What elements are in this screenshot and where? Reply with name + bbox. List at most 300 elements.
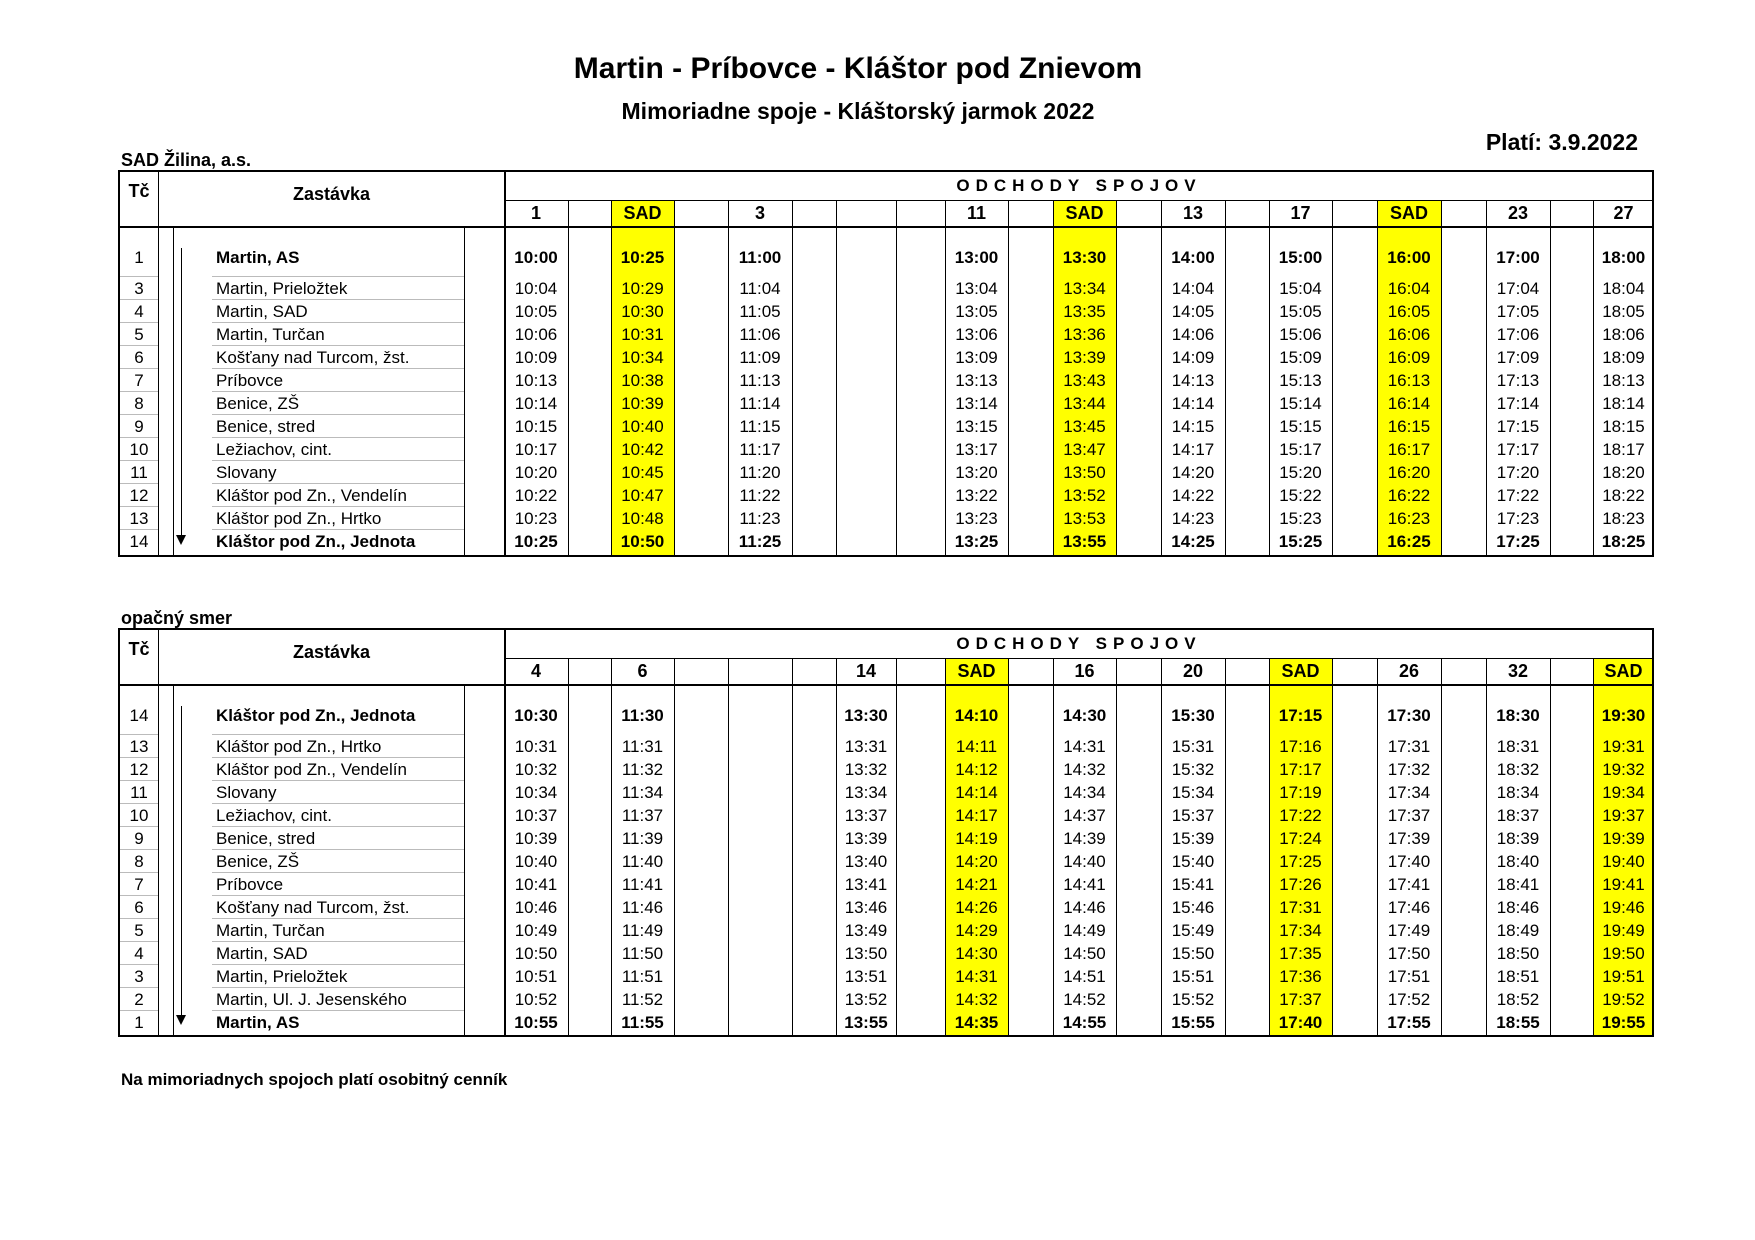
departure-time: 16:04 [1387,278,1431,298]
departure-time: 15:13 [1279,370,1322,390]
departure-time: 11:17 [739,439,781,459]
departure-time: 13:17 [955,439,998,459]
reverse-direction-label: opačný smer [121,608,233,628]
departure-time: 13:44 [1063,393,1106,413]
departure-time: 14:15 [1171,416,1215,436]
grid-line [1116,658,1117,1035]
departure-time: 19:50 [1602,943,1645,963]
departure-time: 13:09 [955,347,998,367]
grid-line [674,658,675,1035]
departure-time: 15:32 [1171,759,1215,779]
departure-time: 13:52 [1063,485,1106,505]
column-header: SAD [957,661,996,681]
departure-time: 14:40 [1063,851,1106,871]
departure-time: 14:34 [1063,782,1106,802]
departure-time: 14:14 [1171,393,1215,413]
departure-time: 19:37 [1602,805,1645,825]
row-tc: 1 [134,247,144,267]
departure-time: 19:41 [1602,874,1645,894]
grid-line [836,200,837,555]
departure-time: 10:25 [514,531,558,551]
row-stop-name: Martin, Turčan [216,324,325,344]
departure-time: 13:39 [1063,347,1106,367]
departure-time: 15:23 [1279,508,1322,528]
grid-line [173,684,174,1037]
departure-time: 15:04 [1279,278,1322,298]
departure-time: 13:34 [844,782,888,802]
row-tc: 9 [134,416,144,436]
departure-time: 15:25 [1278,531,1323,551]
departure-time: 16:25 [1387,531,1431,551]
departure-time: 14:11 [955,736,998,756]
column-header: 4 [530,661,541,681]
departure-time: 14:17 [955,805,998,825]
column-header: 14 [855,661,877,681]
departure-time: 13:47 [1063,439,1106,459]
departure-time: 10:46 [514,897,558,917]
header-tc: Tč [128,180,150,201]
grid-line [1441,200,1442,555]
row-stop-name: Martin, SAD [216,943,308,963]
departure-time: 10:25 [620,247,665,267]
grid-line [1332,658,1333,1035]
row-stop-name: Ležiachov, cint. [216,439,332,459]
departure-time: 10:31 [621,324,664,344]
departure-time: 17:31 [1387,736,1431,756]
departure-time: 15:06 [1279,324,1322,344]
company-name: SAD Žilina, a.s. [121,150,252,170]
row-stop-name: Príbovce [216,874,284,894]
departure-time: 17:40 [1278,1012,1323,1032]
departure-time: 15:09 [1279,347,1322,367]
departure-time: 15:39 [1171,828,1215,848]
departure-time: 10:17 [514,439,558,459]
departure-time: 17:22 [1279,805,1322,825]
column-header: 3 [754,203,765,223]
departure-time: 18:55 [1496,1012,1540,1032]
departure-time: 11:40 [621,851,664,871]
row-tc: 5 [134,324,144,344]
column-header [1332,659,1377,684]
column-header [792,659,836,684]
column-header [1116,201,1161,226]
row-tc: 12 [129,485,149,505]
column-header: 6 [637,661,648,681]
departure-time: 18:50 [1496,943,1540,963]
row-tc: 11 [130,462,148,482]
departure-time: 10:39 [621,393,664,413]
header-stop: Zastávka [292,183,371,204]
row-tc: 2 [134,989,144,1009]
departure-time: 14:00 [1171,247,1215,267]
departure-time: 11:49 [621,920,664,940]
row-tc: 11 [130,782,148,802]
grid-line [1225,658,1226,1035]
down-arrow-icon [176,1015,186,1025]
departure-time: 17:51 [1387,966,1431,986]
departure-time: 15:46 [1171,897,1215,917]
departure-time: 14:20 [1171,462,1215,482]
departure-time: 16:05 [1387,301,1431,321]
row-tc: 6 [134,897,144,917]
timetable-outbound [118,170,1654,557]
departure-time: 10:55 [514,1012,558,1032]
departure-time: 17:37 [1387,805,1431,825]
departure-time: 15:22 [1279,485,1322,505]
departure-time: 10:05 [514,301,558,321]
column-header: 23 [1507,203,1529,223]
departure-time: 17:14 [1496,393,1540,413]
departure-time: 18:34 [1496,782,1540,802]
column-header: SAD [623,203,662,223]
departure-time: 17:39 [1387,828,1431,848]
departure-time: 13:04 [955,278,998,298]
departure-time: 11:39 [621,828,664,848]
row-stop-name: Martin, Turčan [216,920,325,940]
departure-time: 10:34 [621,347,664,367]
row-tc: 4 [134,301,144,321]
departure-time: 13:15 [955,416,998,436]
column-header [792,201,836,226]
departure-time: 13:23 [955,508,998,528]
departure-time: 18:40 [1496,851,1540,871]
departure-time: 14:04 [1171,278,1215,298]
departure-time: 13:25 [954,531,999,551]
row-tc: 7 [134,370,144,390]
departure-time: 16:15 [1387,416,1431,436]
departure-time: 14:17 [1171,439,1215,459]
row-tc: 4 [134,943,144,963]
departure-time: 16:09 [1387,347,1431,367]
header-departures: ODCHODY SPOJOV [956,176,1202,195]
departure-time: 13:39 [844,828,888,848]
departure-time: 17:25 [1279,851,1322,871]
departure-time: 16:13 [1387,370,1431,390]
row-stop-name: Košťany nad Turcom, žst. [216,897,410,917]
departure-time: 13:53 [1063,508,1106,528]
departure-time: 19:34 [1602,782,1645,802]
departure-time: 15:37 [1171,805,1215,825]
departure-time: 10:04 [514,278,558,298]
departure-time: 10:09 [514,347,558,367]
row-stop-name: Kláštor pod Zn., Vendelín [216,485,407,505]
header-departures: ODCHODY SPOJOV [956,634,1202,653]
column-header [1332,201,1377,226]
departure-time: 17:34 [1279,920,1322,940]
column-header [568,201,611,226]
departure-time: 15:31 [1171,736,1215,756]
column-header: SAD [1604,661,1643,681]
departure-time: 10:38 [621,370,664,390]
departure-time: 17:13 [1496,370,1540,390]
departure-time: 17:05 [1496,301,1540,321]
departure-time: 14:22 [1171,485,1215,505]
departure-time: 15:15 [1279,416,1322,436]
departure-time: 19:46 [1602,897,1645,917]
departure-time: 14:41 [1063,874,1106,894]
departure-time: 13:30 [844,705,888,725]
departure-time: 18:14 [1602,393,1645,413]
departure-time: 10:47 [621,485,664,505]
departure-time: 11:09 [739,347,781,367]
departure-time: 10:48 [621,508,664,528]
departure-time: 10:37 [514,805,558,825]
column-header [896,201,945,226]
departure-time: 14:32 [955,989,998,1009]
grid-line [158,226,159,557]
departure-time: 14:35 [954,1012,999,1032]
departure-time: 16:22 [1387,485,1431,505]
row-stop-name: Kláštor pod Zn., Jednota [216,705,416,725]
header-tc: Tč [128,638,150,659]
row-stop-name: Benice, stred [216,828,316,848]
departure-time: 10:51 [514,966,558,986]
departure-time: 13:50 [844,943,888,963]
departure-time: 14:32 [1063,759,1106,779]
departure-time: 14:09 [1171,347,1215,367]
departure-time: 11:51 [621,966,664,986]
row-stop-name: Kláštor pod Zn., Hrtko [216,736,382,756]
departure-time: 11:46 [621,897,664,917]
grid-line [1008,658,1009,1035]
departure-time: 16:17 [1387,439,1431,459]
departure-time: 11:41 [621,874,664,894]
departure-time: 14:31 [955,966,998,986]
column-header: SAD [1389,203,1428,223]
grid-line [120,226,1652,228]
row-stop-name: Martin, Ul. J. Jesenského [216,989,407,1009]
departure-time: 13:00 [954,247,999,267]
departure-time: 18:22 [1602,485,1645,505]
departure-time: 15:20 [1279,462,1322,482]
grid-line [158,684,159,1037]
departure-time: 13:34 [1063,278,1106,298]
departure-time: 18:20 [1602,462,1645,482]
departure-time: 17:09 [1496,347,1540,367]
column-header [896,659,945,684]
departure-time: 16:20 [1387,462,1431,482]
departure-time: 16:23 [1387,508,1431,528]
departure-time: 17:36 [1279,966,1322,986]
departure-time: 10:23 [514,508,558,528]
departure-time: 13:43 [1063,370,1106,390]
departure-time: 10:50 [620,531,665,551]
departure-time: 13:45 [1063,416,1106,436]
departure-time: 10:42 [621,439,664,459]
departure-time: 13:31 [844,736,888,756]
departure-time: 18:04 [1602,278,1645,298]
row-stop-name: Košťany nad Turcom, žst. [216,347,410,367]
departure-time: 17:00 [1496,247,1540,267]
departure-time: 10:39 [514,828,558,848]
departure-time: 15:30 [1171,705,1215,725]
row-tc: 10 [129,439,149,459]
header-stop: Zastávka [292,641,371,662]
departure-time: 17:55 [1387,1012,1431,1032]
departure-time: 10:22 [514,485,558,505]
column-header [674,201,728,226]
departure-time: 17:15 [1496,416,1540,436]
row-stop-name: Kláštor pod Zn., Vendelín [216,759,407,779]
grid-line [173,226,174,557]
row-tc: 12 [129,759,149,779]
departure-time: 14:14 [955,782,998,802]
departure-time: 14:39 [1063,828,1106,848]
departure-time: 16:14 [1387,393,1431,413]
direction-arrow-line [181,706,182,1021]
departure-time: 17:30 [1387,705,1431,725]
column-header [1225,659,1269,684]
grid-line [1332,200,1333,555]
departure-time: 17:35 [1279,943,1322,963]
footnote: Na mimoriadnych spojoch platí osobitný cenník [121,1070,508,1089]
timetable-return [118,628,1654,1037]
departure-time: 14:49 [1063,920,1106,940]
departure-time: 17:37 [1279,989,1322,1009]
column-header: 26 [1398,661,1420,681]
departure-time: 14:50 [1063,943,1106,963]
departure-time: 11:52 [621,989,664,1009]
departure-time: 17:19 [1279,782,1322,802]
grid-line [1008,200,1009,555]
departure-time: 11:55 [621,1012,664,1032]
departure-time: 10:34 [514,782,558,802]
row-stop-name: Martin, AS [216,247,300,267]
row-tc: 7 [134,874,144,894]
departure-time: 19:32 [1602,759,1645,779]
departure-time: 11:50 [621,943,664,963]
departure-time: 15:55 [1171,1012,1215,1032]
column-header [728,659,792,684]
direction-arrow-line [181,248,182,541]
departure-time: 10:30 [621,301,664,321]
departure-time: 10:20 [514,462,558,482]
departure-time: 16:00 [1387,247,1431,267]
departure-time: 10:41 [514,874,558,894]
row-tc: 1 [134,1012,144,1032]
column-header: 16 [1074,661,1095,681]
departure-time: 14:55 [1062,1012,1107,1032]
column-header: 27 [1613,203,1634,223]
row-tc: 13 [129,508,149,528]
departure-time: 17:40 [1387,851,1431,871]
departure-time: 11:31 [621,736,664,756]
departure-time: 10:00 [514,247,558,267]
departure-time: 13:13 [955,370,998,390]
departure-time: 14:52 [1063,989,1106,1009]
departure-time: 10:13 [514,370,558,390]
departure-time: 19:30 [1601,705,1646,725]
column-header: 13 [1182,203,1204,223]
departure-time: 11:34 [621,782,664,802]
departure-time: 11:13 [739,370,781,390]
departure-time: 19:51 [1602,966,1645,986]
departure-time: 11:30 [621,705,664,725]
departure-time: 17:50 [1387,943,1431,963]
row-stop-name: Martin, Prieložtek [216,278,348,298]
departure-time: 19:49 [1602,920,1645,940]
departure-time: 14:05 [1171,301,1215,321]
row-tc: 8 [134,851,144,871]
grid-line [1441,658,1442,1035]
column-header: SAD [1281,661,1320,681]
column-header [1008,659,1053,684]
departure-time: 15:14 [1279,393,1322,413]
departure-time: 14:46 [1063,897,1106,917]
column-header: 1 [530,203,541,223]
departure-time: 17:32 [1387,759,1431,779]
departure-time: 18:52 [1496,989,1540,1009]
departure-time: 18:17 [1602,439,1645,459]
row-tc: 14 [129,531,149,551]
departure-time: 14:10 [954,705,999,725]
column-header [1550,659,1593,684]
grid-line [1225,200,1226,555]
page-title: Martin - Príbovce - Kláštor pod Znievom [573,52,1143,85]
column-header: 11 [966,203,987,223]
departure-time: 10:29 [621,278,664,298]
departure-time: 13:35 [1063,301,1106,321]
departure-time: 18:46 [1496,897,1540,917]
column-header [1008,201,1053,226]
departure-time: 14:30 [955,943,998,963]
departure-time: 17:04 [1496,278,1540,298]
grid-line [464,226,465,557]
departure-time: 11:05 [739,301,781,321]
departure-time: 10:06 [514,324,558,344]
row-tc: 13 [129,736,149,756]
departure-time: 10:31 [514,736,558,756]
departure-time: 13:55 [1062,531,1107,551]
row-stop-name: Martin, AS [216,1012,300,1032]
departure-time: 16:06 [1387,324,1431,344]
departure-time: 10:14 [514,393,558,413]
departure-time: 14:29 [955,920,998,940]
column-header: SAD [1065,203,1104,223]
departure-time: 14:23 [1171,508,1215,528]
row-stop-name: Kláštor pod Zn., Hrtko [216,508,382,528]
departure-time: 11:23 [739,508,781,528]
row-tc: 5 [134,920,144,940]
departure-time: 13:37 [844,805,888,825]
row-stop-name: Benice, ZŠ [216,851,300,871]
departure-time: 18:13 [1602,370,1645,390]
row-stop-name: Slovany [216,782,277,802]
departure-time: 19:52 [1602,989,1645,1009]
departure-time: 14:19 [955,828,998,848]
departure-time: 15:50 [1171,943,1215,963]
departure-time: 17:15 [1278,705,1323,725]
departure-time: 13:22 [955,485,998,505]
grid-line [792,200,793,555]
down-arrow-icon [176,535,186,545]
departure-time: 13:55 [844,1012,888,1032]
row-stop-name: Benice, ZŠ [216,393,300,413]
column-header [568,659,611,684]
grid-line [568,200,569,555]
departure-time: 17:20 [1496,462,1540,482]
departure-time: 18:32 [1496,759,1540,779]
departure-time: 14:37 [1063,805,1106,825]
departure-time: 18:15 [1602,416,1645,436]
grid-line [728,658,729,1035]
departure-time: 18:31 [1496,736,1540,756]
departure-time: 14:31 [1063,736,1106,756]
departure-time: 14:25 [1171,531,1215,551]
departure-time: 17:22 [1496,485,1540,505]
grid-line [674,200,675,555]
departure-time: 11:37 [621,805,664,825]
